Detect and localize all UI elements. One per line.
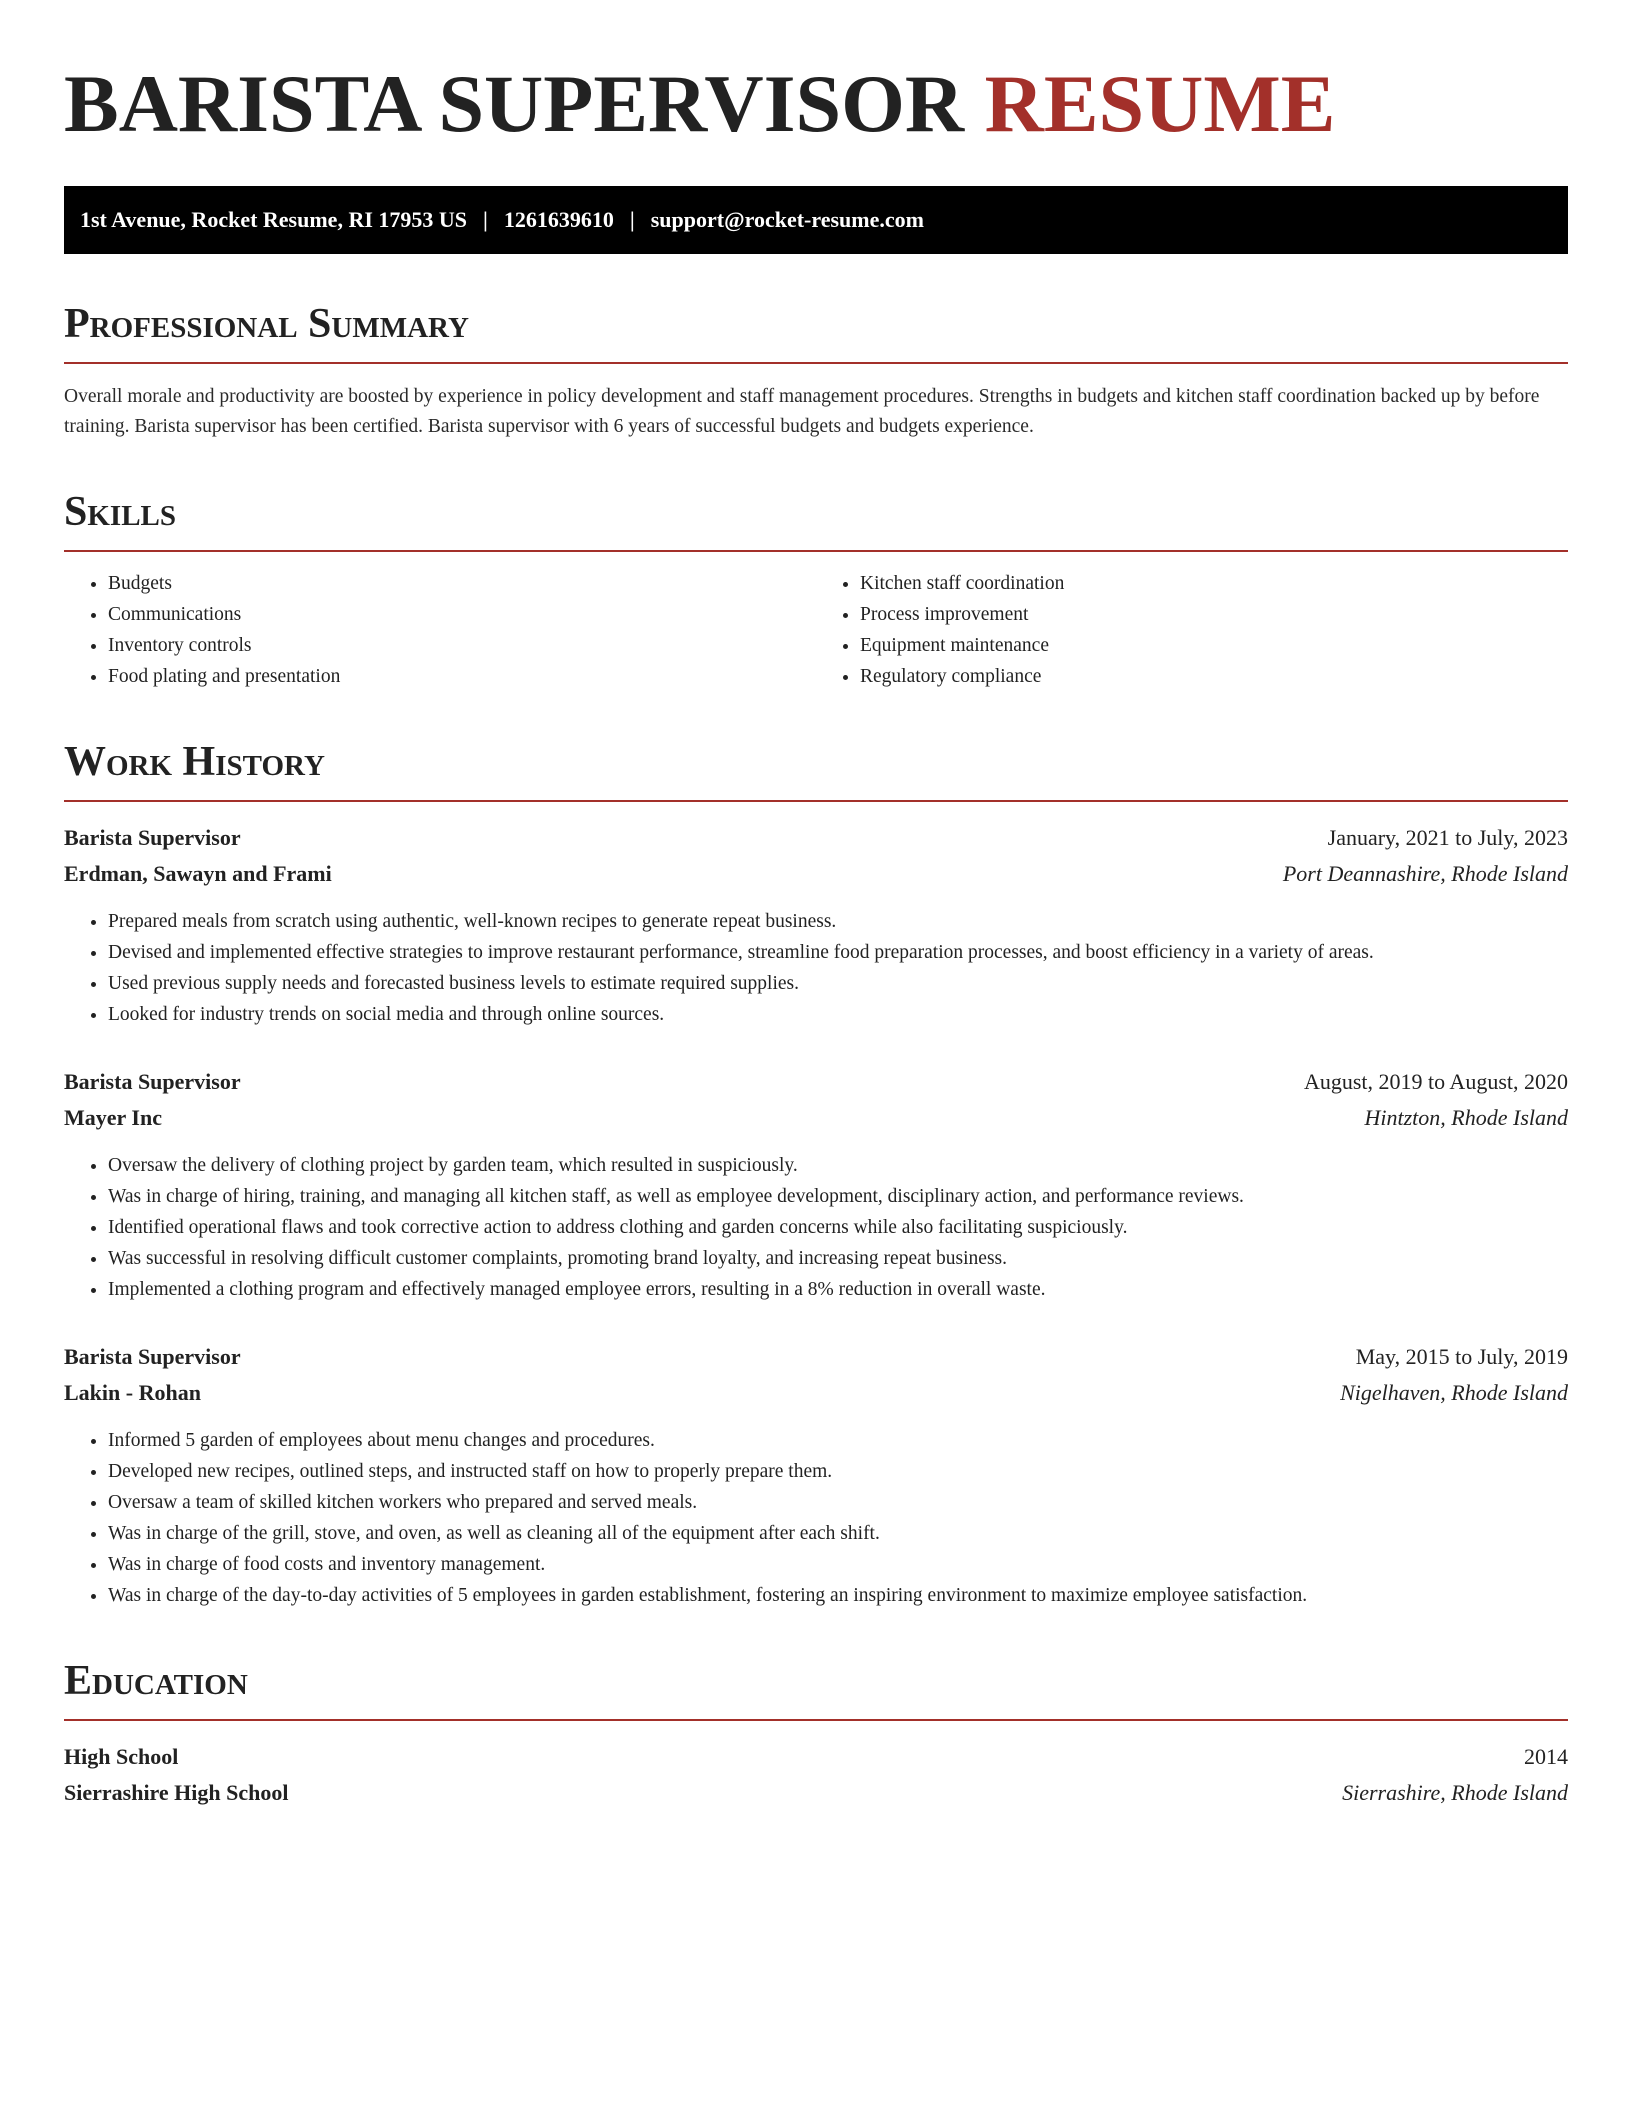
job-bullet: • Oversaw the delivery of clothing project by garden team, which resulted in suspiciously. xyxy=(108,1150,1568,1181)
education-degree: High School xyxy=(64,1744,179,1769)
job-bullet: • Looked for industry trends on social media and through online sources. xyxy=(108,999,1568,1030)
skills-column-left xyxy=(64,568,816,692)
job-entry xyxy=(64,1064,1568,1305)
job-entry xyxy=(64,820,1568,1030)
job-bullet: • Used previous supply needs and forecasted business levels to estimate required supplies. xyxy=(108,968,1568,999)
title-main: BARISTA SUPERVISOR xyxy=(64,58,965,149)
job-bullet: • Identified operational flaws and took corrective action to address clothing and garden concerns while also facilitating suspiciously. xyxy=(108,1212,1568,1243)
job-bullet: • Was successful in resolving difficult customer complaints, promoting brand loyalty, and increasing repeat business. xyxy=(108,1243,1568,1274)
job-bullet: • Developed new recipes, outlined steps, and instructed staff on how to properly prepare them. xyxy=(108,1456,1568,1487)
job-company: Lakin - Rohan xyxy=(64,1380,201,1405)
skills-column-right xyxy=(816,568,1568,692)
work-history-heading: Work History xyxy=(64,738,1568,802)
title-accent: RESUME xyxy=(984,58,1336,149)
job-location: Nigelhaven, Rhode Island xyxy=(1340,1380,1568,1405)
job-bullet: • Informed 5 garden of employees about menu changes and procedures. xyxy=(108,1425,1568,1456)
resume-title xyxy=(64,56,1568,152)
skills-heading: Skills xyxy=(64,488,1568,552)
job-title: Barista Supervisor xyxy=(64,1344,241,1369)
job-bullet: • Was in charge of the day-to-day activities of 5 employees in garden establishment, fostering an inspiring environment to maximize employee satisfaction. xyxy=(108,1580,1568,1611)
job-dates: January, 2021 to July, 2023 xyxy=(1327,825,1568,850)
job-bullets xyxy=(64,1150,1568,1305)
skill-item: • Budgets xyxy=(108,568,816,599)
job-bullets xyxy=(64,906,1568,1030)
contact-phone: 1261639610 xyxy=(503,207,614,232)
job-title: Barista Supervisor xyxy=(64,825,241,850)
education-school: Sierrashire High School xyxy=(64,1780,289,1805)
job-dates: August, 2019 to August, 2020 xyxy=(1303,1069,1568,1094)
job-bullet: • Devised and implemented effective strategies to improve restaurant performance, streamline food preparation processes, and boost efficiency in a variety of areas. xyxy=(108,937,1568,968)
job-bullets xyxy=(64,1425,1568,1611)
job-company: Erdman, Sawayn and Frami xyxy=(64,861,332,886)
skill-item: • Food plating and presentation xyxy=(108,661,816,692)
job-bullet: • Implemented a clothing program and effectively managed employee errors, resulting in a 8% reduction in overall waste. xyxy=(108,1274,1568,1305)
education-heading: Education xyxy=(64,1657,1568,1721)
job-entry xyxy=(64,1339,1568,1611)
job-dates: May, 2015 to July, 2019 xyxy=(1355,1344,1568,1369)
education-location: Sierrashire, Rhode Island xyxy=(1342,1780,1568,1805)
contact-email: support@rocket-resume.com xyxy=(650,207,924,232)
skill-item: • Equipment maintenance xyxy=(860,630,1568,661)
job-title: Barista Supervisor xyxy=(64,1069,241,1094)
summary-text: Overall morale and productivity are boosted by experience in policy development and staff management procedures. Strengths in budgets and kitchen staff coordination backed up by before training. Barista supervisor has been certified. Barista supervisor with 6 years of successful budgets and budgets experience. xyxy=(64,386,1540,437)
contact-address: 1st Avenue, Rocket Resume, RI 17953 US xyxy=(80,207,468,232)
job-bullet: • Was in charge of the grill, stove, and oven, as well as cleaning all of the equipment after each shift. xyxy=(108,1518,1568,1549)
job-bullet: • Was in charge of food costs and inventory management. xyxy=(108,1549,1568,1580)
job-company: Mayer Inc xyxy=(64,1105,162,1130)
job-location: Port Deannashire, Rhode Island xyxy=(1282,861,1568,886)
summary-heading: Professional Summary xyxy=(64,300,1568,364)
skill-item: • Communications xyxy=(108,599,816,630)
skill-item: • Process improvement xyxy=(860,599,1568,630)
contact-bar xyxy=(64,186,1568,254)
job-location: Hintzton, Rhode Island xyxy=(1364,1105,1568,1130)
skill-item: • Inventory controls xyxy=(108,630,816,661)
job-bullet: • Prepared meals from scratch using authentic, well-known recipes to generate repeat business. xyxy=(108,906,1568,937)
education-entry xyxy=(64,1739,1568,1811)
skill-item: • Regulatory compliance xyxy=(860,661,1568,692)
education-year: 2014 xyxy=(1524,1744,1568,1769)
job-bullet: • Oversaw a team of skilled kitchen workers who prepared and served meals. xyxy=(108,1487,1568,1518)
skill-item: • Kitchen staff coordination xyxy=(860,568,1568,599)
contact-separator: | xyxy=(629,207,635,232)
contact-separator: | xyxy=(483,207,488,232)
skills-list xyxy=(64,568,1568,692)
job-bullet: • Was in charge of hiring, training, and managing all kitchen staff, as well as employee development, disciplinary action, and performance reviews. xyxy=(108,1181,1568,1212)
